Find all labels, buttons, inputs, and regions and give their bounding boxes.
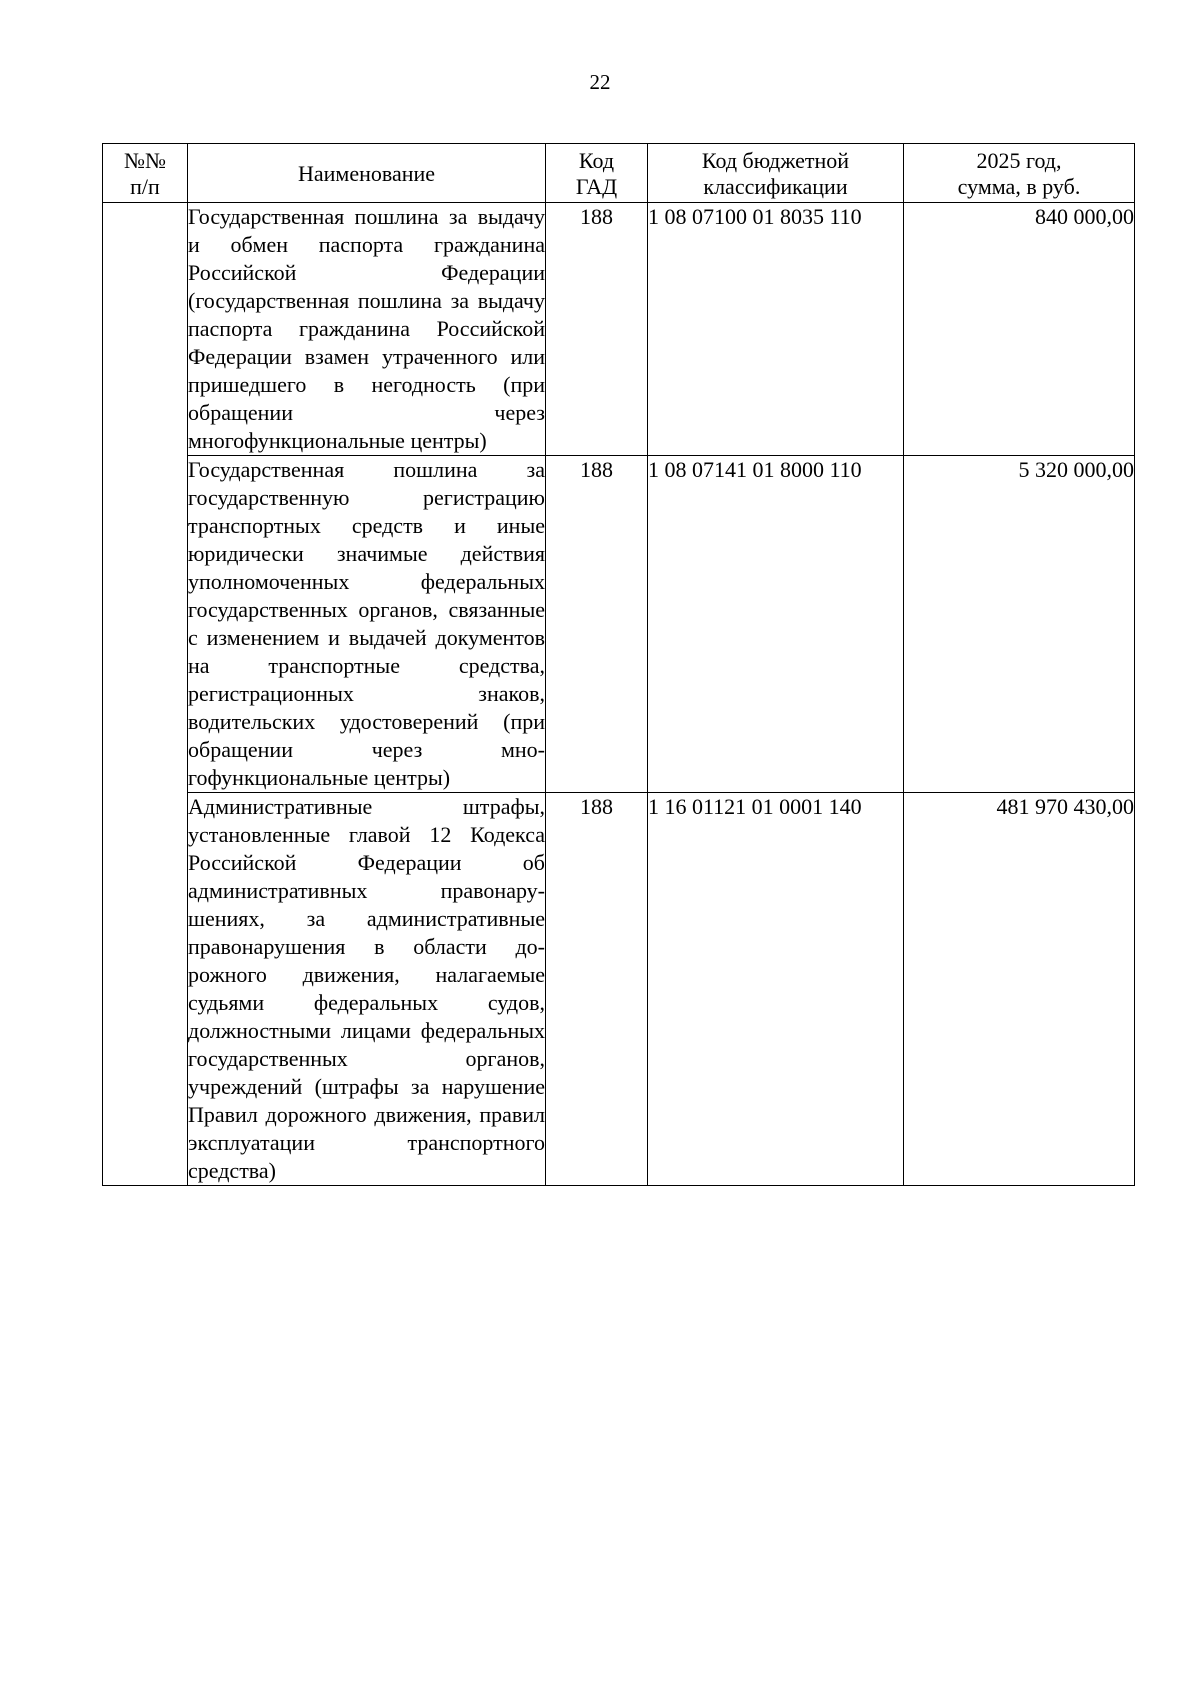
header-gad-code: Код ГАД xyxy=(546,144,648,203)
row-sum-cell: 5 320 000,00 xyxy=(904,456,1135,793)
header-name: Наименование xyxy=(188,144,546,203)
row-gad-cell: 188 xyxy=(546,456,648,793)
budget-revenue-table xyxy=(102,143,1135,1186)
table-row xyxy=(103,456,1135,793)
table-row xyxy=(103,203,1135,456)
row-sum-cell: 840 000,00 xyxy=(904,203,1135,456)
header-budget-classification-code: Код бюджетной классификации xyxy=(648,144,904,203)
row-gad-cell: 188 xyxy=(546,793,648,1186)
header-number: №№ п/п xyxy=(103,144,188,203)
page-number: 22 xyxy=(589,70,611,94)
header-amount-2025: 2025 год, сумма, в руб. xyxy=(904,144,1135,203)
row-number-cell xyxy=(103,203,188,1186)
row-kbk-cell: 1 16 01121 01 0001 140 xyxy=(648,793,904,1186)
row-gad-cell: 188 xyxy=(546,203,648,456)
row-kbk-cell: 1 08 07141 01 8000 110 xyxy=(648,456,904,793)
row-kbk-cell: 1 08 07100 01 8035 110 xyxy=(648,203,904,456)
row-name-cell: Государственная пошлина за выдачу и обмен паспорта гражданина Российской Федерации (государственная пошлина за выдачу паспорта гражданина Российской Федерации взамен утраченного или пришедшего в негодность (при обращении через многофункциональные центры) xyxy=(188,203,546,456)
row-sum-cell: 481 970 430,00 xyxy=(904,793,1135,1186)
table-row xyxy=(103,793,1135,1186)
row-name-cell: Государственная пошлина за государственную регистрацию транспортных средств и иные юридически значимые действия уполномоченных федеральных государственных органов, связанные с изменением и выдачей документов на транспортные средства, регистрационных знаков, водительских удостоверений (при обращении через многофункциональные центры) xyxy=(188,456,546,793)
table-header-row xyxy=(103,144,1135,203)
row-name-cell: Административные штрафы, установленные главой 12 Кодекса Российской Федерации об административных правонарушениях, за административные правонарушения в области дорожного движения, налагаемые судьями федеральных судов, должностными лицами федеральных государственных органов, учреждений (штрафы за нарушение Правил дорожного движения, правил эксплуатации транспортного средства) xyxy=(188,793,546,1186)
